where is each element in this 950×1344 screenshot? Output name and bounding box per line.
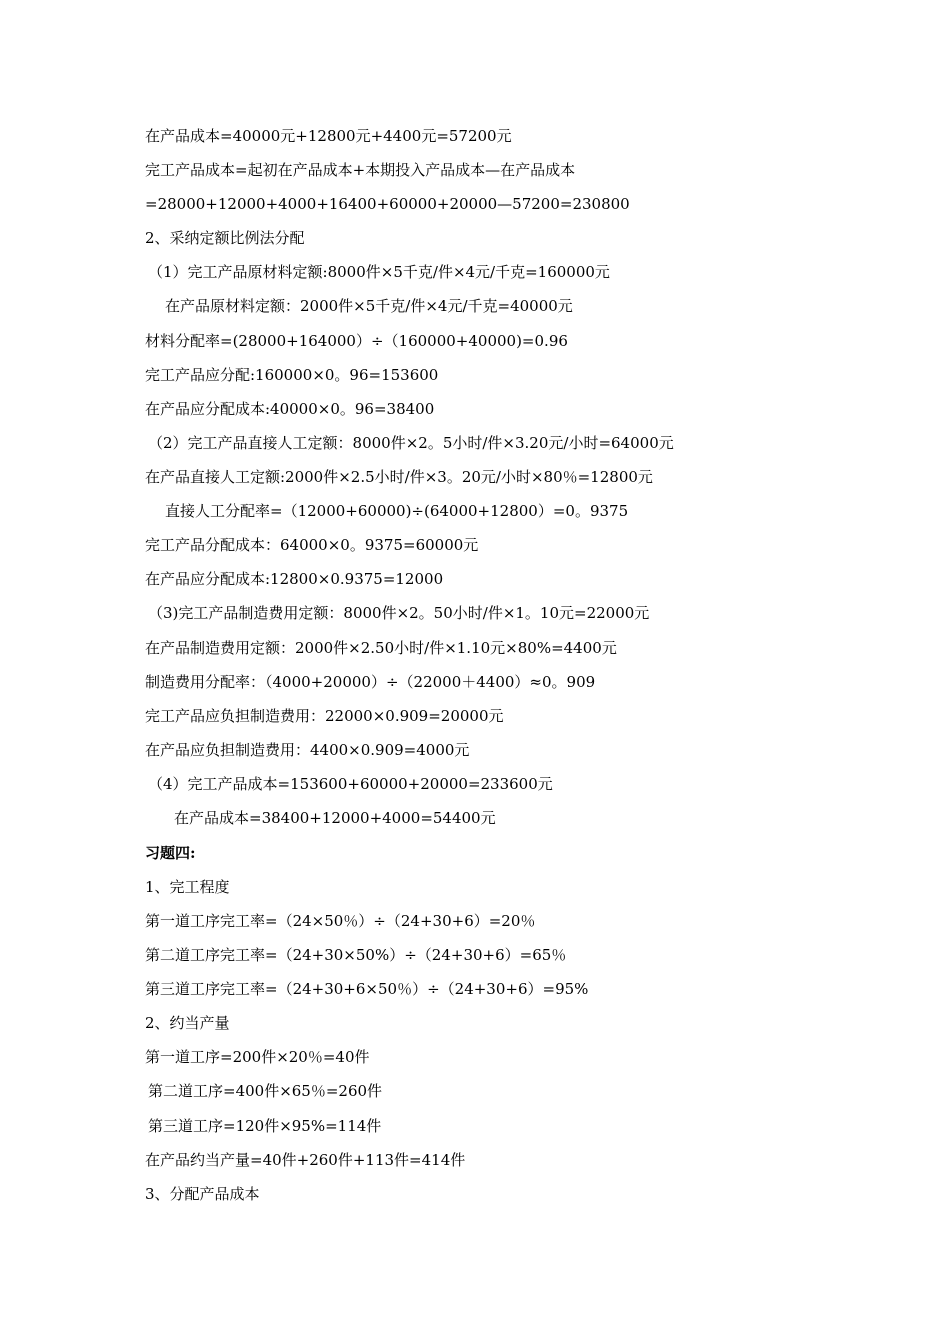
text-line: 在产品直接人工定额:2000件×2.5小时/件×3。20元/小时×80％=12800元 xyxy=(145,468,653,486)
text-line: 在产品应负担制造费用：4400×0.909=4000元 xyxy=(145,741,470,759)
text-line: 在产品成本=40000元+12800元+4400元=57200元 xyxy=(145,127,512,145)
text-line: 完工产品成本=起初在产品成本+本期投入产品成本—在产品成本 xyxy=(145,161,576,179)
text-line: 直接人工分配率=（12000+60000)÷(64000+12800）=0。9375 xyxy=(165,502,629,520)
exercise-heading: 习题四: xyxy=(145,844,196,862)
text-line: 在产品应分配成本:40000×0。96=38400 xyxy=(145,400,435,418)
text-line: 完工产品应分配:160000×0。96=153600 xyxy=(145,366,439,384)
text-line: 第三道工序完工率=（24+30+6×50％）÷（24+30+6）=95% xyxy=(145,980,589,998)
text-line: 在产品成本=38400+12000+4000=54400元 xyxy=(174,809,496,827)
text-line: （1）完工产品原材料定额:8000件×5千克/件×4元/千克=160000元 xyxy=(148,263,610,281)
section-heading: 2、约当产量 xyxy=(145,1014,230,1032)
section-heading: 3、分配产品成本 xyxy=(145,1185,260,1203)
text-line: 第三道工序=120件×95%=114件 xyxy=(148,1117,382,1135)
text-line: 第一道工序完工率=（24×50％）÷（24+30+6）=20％ xyxy=(145,912,536,930)
text-line: （4）完工产品成本=153600+60000+20000=233600元 xyxy=(148,775,553,793)
text-line: 在产品原材料定额：2000件×5千克/件×4元/千克=40000元 xyxy=(165,297,573,315)
section-heading: 2、采纳定额比例法分配 xyxy=(145,229,305,247)
text-line: =28000+12000+4000+16400+60000+20000—57200=230800 xyxy=(145,195,630,213)
text-line: 在产品约当产量=40件+260件+113件=414件 xyxy=(145,1151,466,1169)
text-line: 第二道工序=400件×65％=260件 xyxy=(148,1082,383,1100)
text-line: 在产品制造费用定额：2000件×2.50小时/件×1.10元×80%=4400元 xyxy=(145,639,617,657)
text-line: 第一道工序=200件×20％=40件 xyxy=(145,1048,370,1066)
text-line: 在产品应分配成本:12800×0.9375=12000 xyxy=(145,570,444,588)
text-line: 完工产品分配成本：64000×0。9375=60000元 xyxy=(145,536,479,554)
text-line: 材料分配率=(28000+164000）÷（160000+40000)=0.96 xyxy=(145,332,568,350)
text-line: 第二道工序完工率=（24+30×50%）÷（24+30+6）=65％ xyxy=(145,946,567,964)
text-line: （3)完工产品制造费用定额：8000件×2。50小时/件×1。10元=22000元 xyxy=(148,604,650,622)
text-line: 完工产品应负担制造费用：22000×0.909=20000元 xyxy=(145,707,504,725)
text-line: （2）完工产品直接人工定额：8000件×2。5小时/件×3.20元/小时=64000元 xyxy=(148,434,674,452)
text-line: 制造费用分配率：（4000+20000）÷（22000＋4400）≈0。909 xyxy=(145,673,596,691)
section-heading: 1、完工程度 xyxy=(145,878,230,896)
